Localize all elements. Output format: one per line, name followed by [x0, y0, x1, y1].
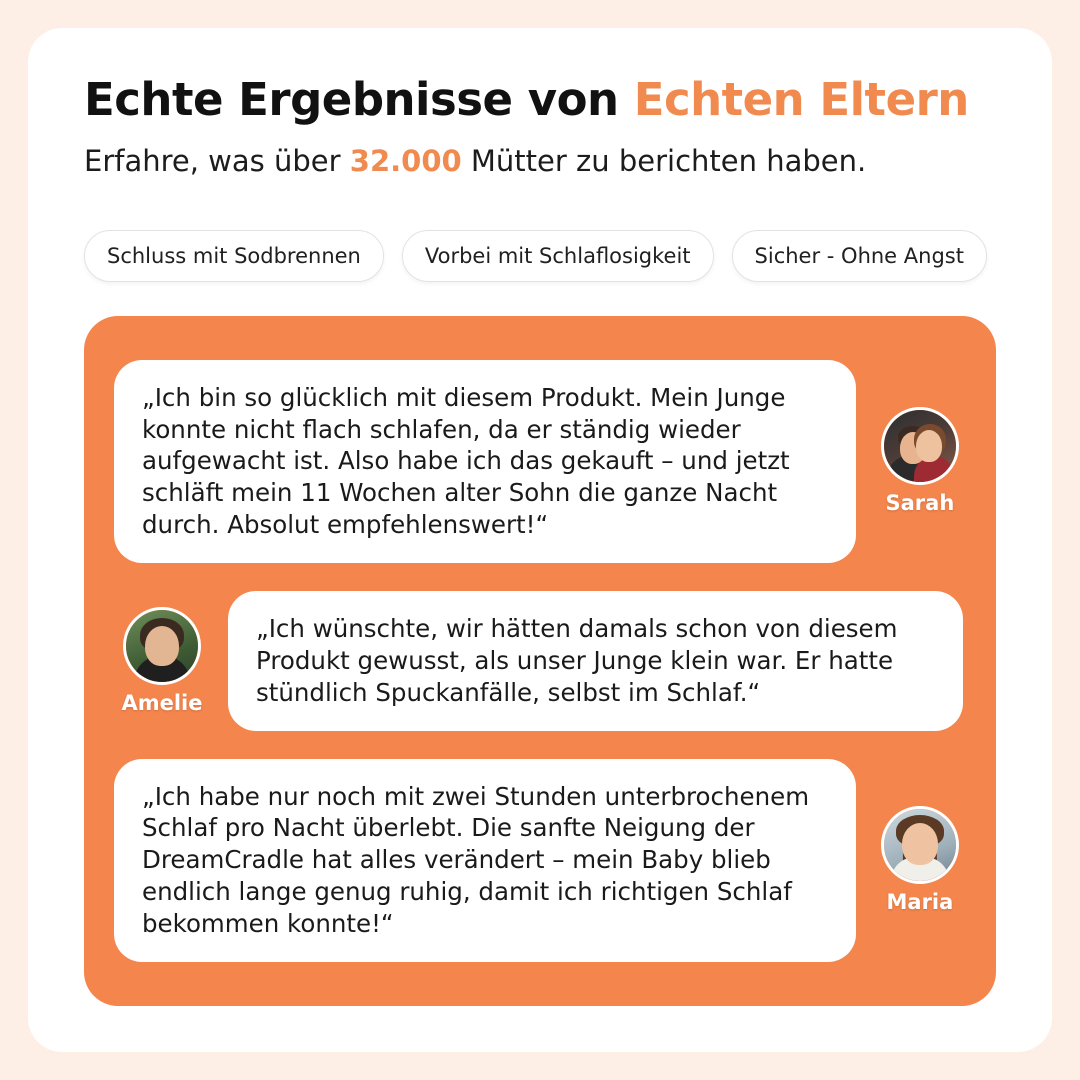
- testimonial-text: „Ich wünschte, wir hätten damals schon von diesem Produkt gewusst, als unser Junge klein war. Er hatte stündlich Spuckanfälle, selbst im Schlaf.“: [228, 591, 963, 731]
- page-title: [84, 74, 996, 126]
- testimonial-author-name: Maria: [886, 890, 954, 915]
- testimonial-text: „Ich habe nur noch mit zwei Stunden unterbrochenem Schlaf pro Nacht überlebt. Die sanfte Neigung der DreamCradle hat alles verändert – mein Baby blieb endlich lange genug ruhig, damit ich richtigen Schlaf bekommen konnte!“: [114, 759, 856, 962]
- testimonial-author-name: Amelie: [121, 690, 203, 715]
- benefit-pill-sleeplessness[interactable]: Vorbei mit Schlaflosigkeit: [402, 230, 714, 282]
- benefit-pill-list: [84, 230, 996, 282]
- page-subtitle-count: 32.000: [349, 143, 462, 178]
- testimonial-author: [874, 806, 966, 914]
- content-card: [28, 28, 1052, 1052]
- page-title-main: Echte Ergebnisse von: [84, 73, 634, 126]
- benefit-pill-heartburn[interactable]: Schluss mit Sodbrennen: [84, 230, 384, 282]
- testimonial-text: „Ich bin so glücklich mit diesem Produkt. Mein Junge konnte nicht flach schlafen, da er ständig wieder aufgewacht ist. Also habe ich das gekauft – und jetzt schläft mein 11 Wochen alter Sohn die ganze Nacht durch. Absolut empfehlenswert!“: [114, 360, 856, 563]
- page-title-accent: Echten Eltern: [633, 73, 969, 126]
- testimonial-row: [114, 759, 966, 962]
- page-subtitle-part2: Mütter zu berichten haben.: [461, 143, 867, 178]
- woman-outdoors-avatar: [123, 607, 201, 685]
- testimonial-panel: [84, 316, 996, 1006]
- testimonial-author: [874, 407, 966, 515]
- page-subtitle: [84, 144, 996, 178]
- page-subtitle-part1: Erfahre, was über: [84, 143, 350, 178]
- couple-photo-avatar: [881, 407, 959, 485]
- testimonial-row: [114, 360, 966, 563]
- testimonial-row: [114, 591, 966, 731]
- testimonial-author: [114, 607, 210, 715]
- woman-portrait-avatar: [881, 806, 959, 884]
- benefit-pill-safety[interactable]: Sicher - Ohne Angst: [732, 230, 987, 282]
- testimonial-author-name: Sarah: [885, 491, 955, 516]
